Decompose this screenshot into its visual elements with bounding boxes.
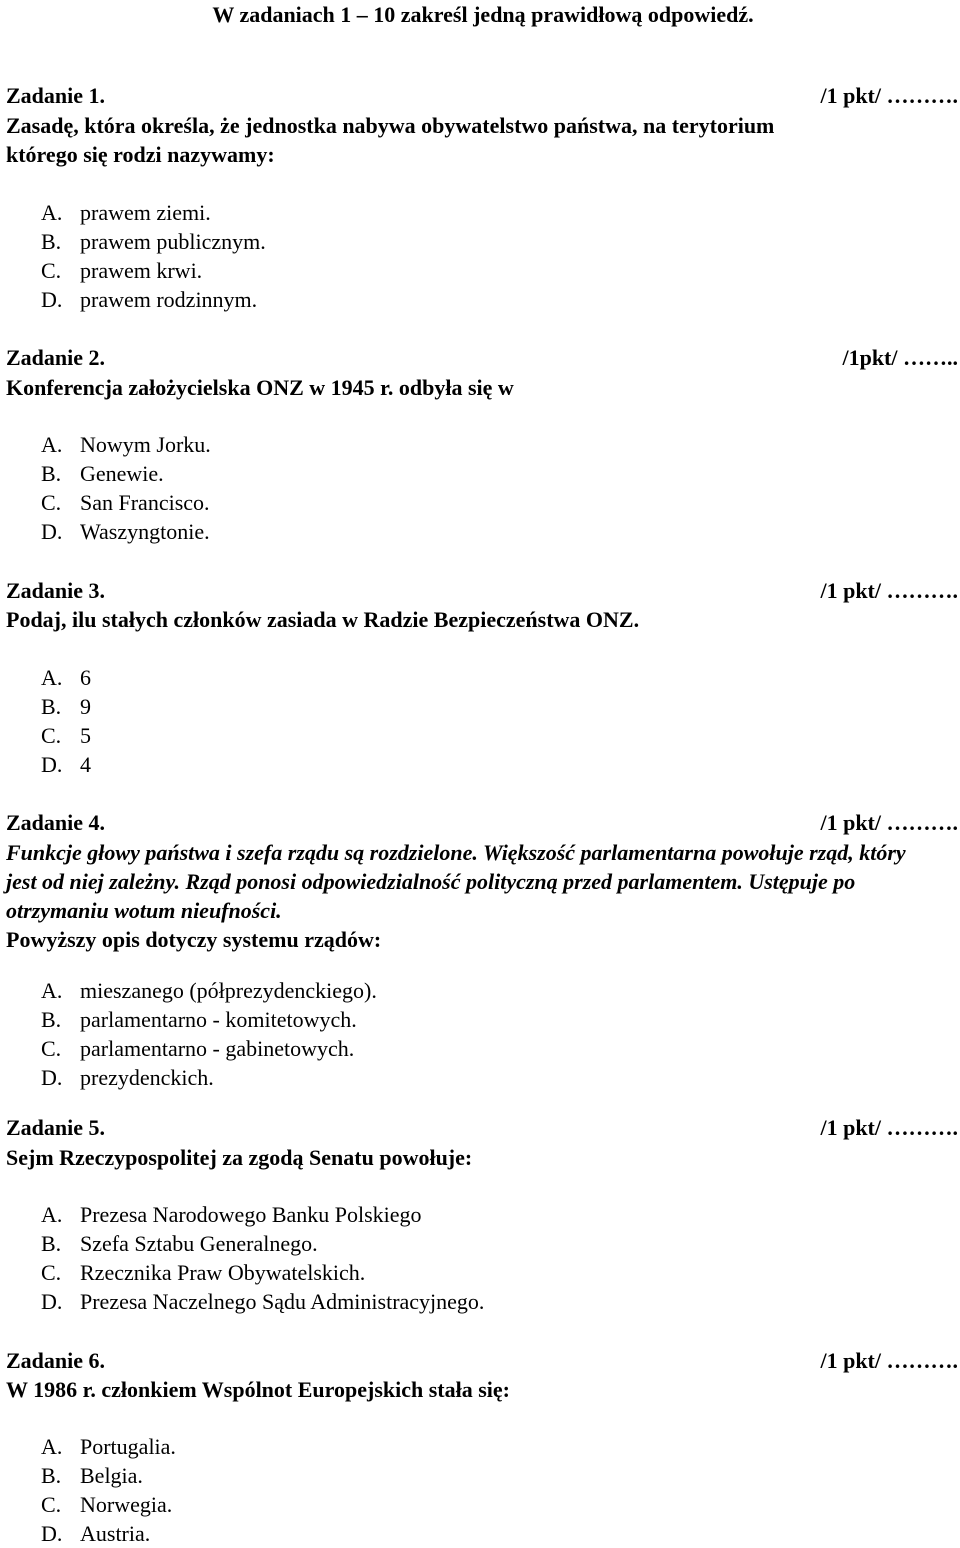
- task-3-points: /1 pkt/ ……….: [820, 578, 958, 603]
- task-4-points: /1 pkt/ ……….: [820, 810, 958, 835]
- option-letter: C.: [41, 490, 62, 515]
- task-4-option-d[interactable]: [41, 1063, 214, 1092]
- task-3-header: [6, 576, 958, 605]
- task-4-description: Funkcje głowy państwa i szefa rządu są rozdzielone. Większość parlamentarna powołuje rząd, który jest od niej zależny. Rząd ponosi odpowiedzialność polityczną przed parlamentem. Ustępuje po otrzymaniu wotum nieufności.: [6, 840, 906, 923]
- task-2-option-a[interactable]: [41, 430, 211, 459]
- option-letter: D.: [41, 519, 63, 544]
- task-2-title: Zadanie 2.: [6, 345, 106, 370]
- task-6-option-d[interactable]: [41, 1519, 150, 1548]
- task-1-option-a[interactable]: [41, 198, 211, 227]
- task-1-option-d[interactable]: [41, 285, 257, 314]
- task-3-option-c[interactable]: [41, 721, 91, 750]
- task-4-option-a[interactable]: [41, 976, 377, 1005]
- option-text: prezydenckich.: [80, 1065, 214, 1090]
- option-letter: C.: [41, 1260, 62, 1285]
- task-6-header: [6, 1346, 958, 1375]
- task-1-question-line-1: Zasadę, która określa, że jednostka nabywa obywatelstwo państwa, na terytorium: [6, 113, 775, 138]
- task-3-title: Zadanie 3.: [6, 578, 106, 603]
- option-text: mieszanego (półprezydenckiego).: [80, 978, 377, 1003]
- option-text: 4: [80, 752, 91, 777]
- option-text: parlamentarno - gabinetowych.: [80, 1036, 355, 1061]
- task-3-question: Podaj, ilu stałych członków zasiada w Radzie Bezpieczeństwa ONZ.: [6, 607, 640, 632]
- task-2-option-b[interactable]: [41, 459, 164, 488]
- task-5-option-d[interactable]: [41, 1287, 484, 1316]
- option-text: Norwegia.: [80, 1492, 173, 1517]
- option-letter: B.: [41, 1463, 62, 1488]
- task-2-option-c[interactable]: [41, 488, 210, 517]
- option-letter: C.: [41, 723, 62, 748]
- option-text: prawem krwi.: [80, 258, 203, 283]
- option-letter: A.: [41, 432, 63, 457]
- task-6-option-a[interactable]: [41, 1432, 176, 1461]
- task-3-option-b[interactable]: [41, 692, 91, 721]
- task-2-option-d[interactable]: [41, 517, 210, 546]
- task-1-title: Zadanie 1.: [6, 83, 106, 108]
- option-text: Prezesa Naczelnego Sądu Administracyjnego.: [80, 1289, 485, 1314]
- task-6-title: Zadanie 6.: [6, 1348, 106, 1373]
- option-letter: A.: [41, 665, 63, 690]
- option-text: 6: [80, 665, 91, 690]
- option-text: 5: [80, 723, 91, 748]
- task-2-points: /1pkt/ ……..: [842, 345, 958, 370]
- option-letter: A.: [41, 1202, 63, 1227]
- option-text: Szefa Sztabu Generalnego.: [80, 1231, 318, 1256]
- task-5-header: [6, 1113, 958, 1142]
- task-6-option-c[interactable]: [41, 1490, 172, 1519]
- task-5-points: /1 pkt/ ……….: [820, 1115, 958, 1140]
- option-text: Austria.: [80, 1521, 151, 1546]
- option-text: prawem rodzinnym.: [80, 287, 258, 312]
- task-2-question: Konferencja założycielska ONZ w 1945 r. odbyła się w: [6, 375, 514, 400]
- option-text: Nowym Jorku.: [80, 432, 211, 457]
- option-letter: B.: [41, 694, 62, 719]
- option-letter: B.: [41, 1007, 62, 1032]
- option-text: Rzecznika Praw Obywatelskich.: [80, 1260, 366, 1285]
- task-3-option-d[interactable]: [41, 750, 91, 779]
- task-6-option-b[interactable]: [41, 1461, 143, 1490]
- task-1-option-b[interactable]: [41, 227, 266, 256]
- option-text: Waszyngtonie.: [80, 519, 210, 544]
- task-1-option-c[interactable]: [41, 256, 202, 285]
- option-text: 9: [80, 694, 91, 719]
- option-text: Belgia.: [80, 1463, 143, 1488]
- task-5-option-b[interactable]: [41, 1229, 318, 1258]
- task-1-header: [6, 81, 958, 110]
- option-text: Portugalia.: [80, 1434, 176, 1459]
- option-text: Prezesa Narodowego Banku Polskiego: [80, 1202, 422, 1227]
- task-1-points: /1 pkt/ ……….: [820, 83, 958, 108]
- option-text: San Francisco.: [80, 490, 210, 515]
- task-3-option-a[interactable]: [41, 663, 91, 692]
- task-2-header: [6, 343, 958, 372]
- option-letter: C.: [41, 1492, 62, 1517]
- option-letter: B.: [41, 461, 62, 486]
- task-5-option-c[interactable]: [41, 1258, 365, 1287]
- option-text: prawem publicznym.: [80, 229, 266, 254]
- task-6-points: /1 pkt/ ……….: [820, 1348, 958, 1373]
- option-letter: A.: [41, 978, 63, 1003]
- task-4-question: Powyższy opis dotyczy systemu rządów:: [6, 927, 382, 952]
- task-6-question: W 1986 r. członkiem Wspólnot Europejskich stała się:: [6, 1377, 511, 1402]
- instruction-heading: W zadaniach 1 – 10 zakreśl jedną prawidłową odpowiedź.: [212, 2, 754, 27]
- option-letter: B.: [41, 229, 62, 254]
- option-letter: A.: [41, 1434, 63, 1459]
- option-letter: D.: [41, 1289, 63, 1314]
- option-letter: D.: [41, 1065, 63, 1090]
- option-letter: A.: [41, 200, 63, 225]
- task-5-question: Sejm Rzeczypospolitej za zgodą Senatu powołuje:: [6, 1145, 473, 1170]
- option-letter: D.: [41, 752, 63, 777]
- task-4-option-b[interactable]: [41, 1005, 357, 1034]
- task-4-title: Zadanie 4.: [6, 810, 106, 835]
- option-letter: B.: [41, 1231, 62, 1256]
- task-5-option-a[interactable]: [41, 1200, 422, 1229]
- option-text: prawem ziemi.: [80, 200, 211, 225]
- task-4-header: [6, 808, 958, 837]
- task-4-option-c[interactable]: [41, 1034, 354, 1063]
- option-letter: C.: [41, 258, 62, 283]
- option-letter: D.: [41, 1521, 63, 1546]
- option-text: Genewie.: [80, 461, 164, 486]
- task-5-title: Zadanie 5.: [6, 1115, 106, 1140]
- option-letter: D.: [41, 287, 63, 312]
- task-1-question-line-2: którego się rodzi nazywamy:: [6, 142, 275, 167]
- option-text: parlamentarno - komitetowych.: [80, 1007, 357, 1032]
- option-letter: C.: [41, 1036, 62, 1061]
